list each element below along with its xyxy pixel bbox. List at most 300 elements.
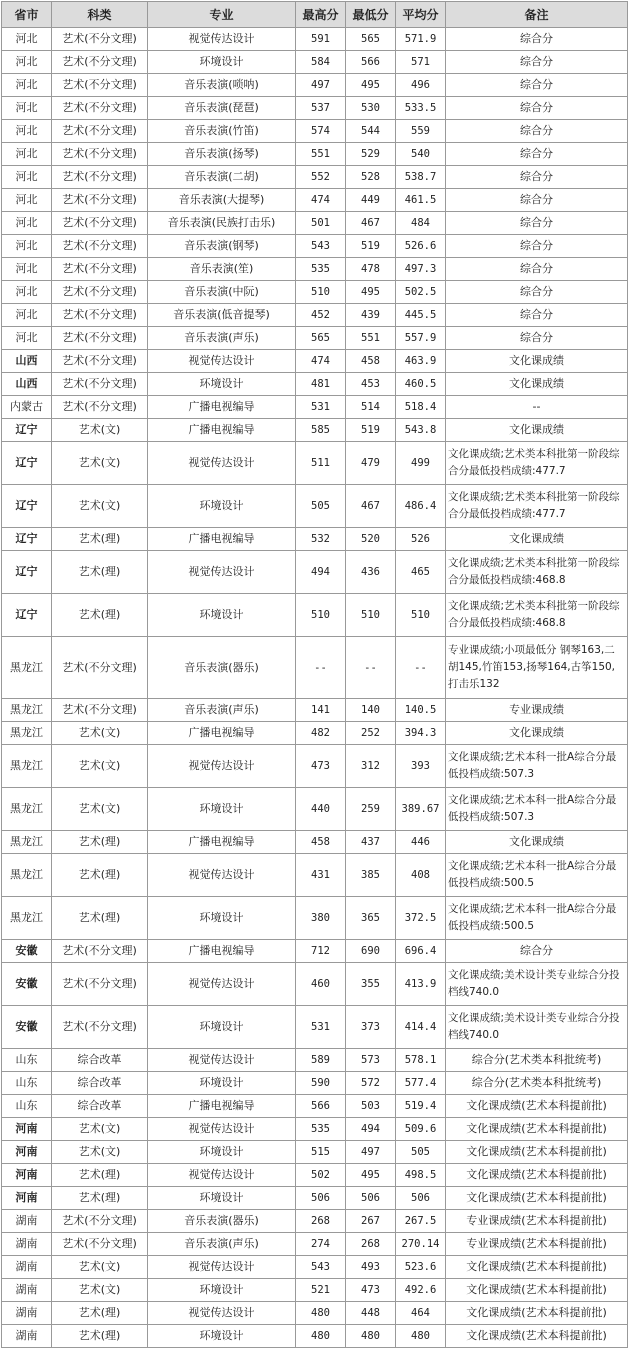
table-row [2, 1072, 628, 1095]
cell-max: 535 [296, 258, 346, 281]
cell-major: 音乐表演(中阮) [148, 281, 296, 304]
cell-max: 511 [296, 442, 346, 485]
table-row [2, 442, 628, 485]
cell-major: 广播电视编导 [148, 419, 296, 442]
cell-major: 视觉传达设计 [148, 442, 296, 485]
cell-note: 综合分 [446, 940, 628, 963]
cell-note: 专业课成绩(艺术本科提前批) [446, 1233, 628, 1256]
table-row [2, 51, 628, 74]
cell-avg: 533.5 [396, 97, 446, 120]
cell-avg: 543.8 [396, 419, 446, 442]
cell-avg: 557.9 [396, 327, 446, 350]
table-row [2, 28, 628, 51]
table-row [2, 212, 628, 235]
cell-province: 湖南 [2, 1210, 52, 1233]
cell-province: 黑龙江 [2, 699, 52, 722]
cell-max: 460 [296, 963, 346, 1006]
table-header-row [2, 2, 628, 28]
cell-avg: 480 [396, 1325, 446, 1348]
cell-major: 音乐表演(低音提琴) [148, 304, 296, 327]
cell-category: 艺术(理) [52, 594, 148, 637]
cell-avg: 540 [396, 143, 446, 166]
cell-major: 环境设计 [148, 1006, 296, 1049]
cell-note: 文化课成绩(艺术本科提前批) [446, 1325, 628, 1348]
cell-note: 文化课成绩 [446, 419, 628, 442]
cell-min: 268 [346, 1233, 396, 1256]
cell-province: 河南 [2, 1164, 52, 1187]
cell-max: 585 [296, 419, 346, 442]
cell-category: 艺术(文) [52, 1141, 148, 1164]
cell-max: 589 [296, 1049, 346, 1072]
cell-min: 478 [346, 258, 396, 281]
cell-province: 河南 [2, 1187, 52, 1210]
cell-max: 566 [296, 1095, 346, 1118]
cell-category: 艺术(不分文理) [52, 281, 148, 304]
cell-avg: 414.4 [396, 1006, 446, 1049]
cell-category: 艺术(不分文理) [52, 166, 148, 189]
cell-max: 274 [296, 1233, 346, 1256]
cell-category: 艺术(不分文理) [52, 74, 148, 97]
cell-max: 574 [296, 120, 346, 143]
cell-note: -- [446, 396, 628, 419]
cell-category: 艺术(不分文理) [52, 963, 148, 1006]
cell-major: 音乐表演(器乐) [148, 637, 296, 699]
cell-max: 531 [296, 1006, 346, 1049]
cell-category: 艺术(不分文理) [52, 189, 148, 212]
cell-min: 690 [346, 940, 396, 963]
cell-major: 音乐表演(钢琴) [148, 235, 296, 258]
cell-avg: 523.6 [396, 1256, 446, 1279]
cell-note: 文化课成绩;艺术本科一批A综合分最低投档成绩:507.3 [446, 745, 628, 788]
table-row [2, 396, 628, 419]
cell-province: 河北 [2, 97, 52, 120]
cell-max: 141 [296, 699, 346, 722]
cell-category: 艺术(文) [52, 1256, 148, 1279]
cell-province: 安徽 [2, 963, 52, 1006]
table-row [2, 963, 628, 1006]
table-row [2, 189, 628, 212]
cell-major: 广播电视编导 [148, 528, 296, 551]
cell-note: 文化课成绩 [446, 831, 628, 854]
cell-note: 综合分(艺术类本科批统考) [446, 1072, 628, 1095]
cell-major: 广播电视编导 [148, 831, 296, 854]
cell-province: 湖南 [2, 1233, 52, 1256]
cell-note: 文化课成绩 [446, 350, 628, 373]
cell-avg: 492.6 [396, 1279, 446, 1302]
header-category: 科类 [52, 2, 148, 28]
table-row [2, 722, 628, 745]
cell-province: 山东 [2, 1072, 52, 1095]
cell-province: 湖南 [2, 1279, 52, 1302]
cell-category: 艺术(不分文理) [52, 97, 148, 120]
cell-note: 文化课成绩;艺术类本科批第一阶段综合分最低投档成绩:468.8 [446, 551, 628, 594]
cell-avg: 464 [396, 1302, 446, 1325]
cell-major: 广播电视编导 [148, 722, 296, 745]
cell-note: 文化课成绩(艺术本科提前批) [446, 1256, 628, 1279]
cell-avg: 270.14 [396, 1233, 446, 1256]
cell-avg: 484 [396, 212, 446, 235]
cell-avg: 140.5 [396, 699, 446, 722]
cell-avg: 498.5 [396, 1164, 446, 1187]
cell-note: 综合分 [446, 166, 628, 189]
cell-category: 艺术(文) [52, 1118, 148, 1141]
table-row [2, 1210, 628, 1233]
cell-province: 河北 [2, 235, 52, 258]
cell-avg: 408 [396, 854, 446, 897]
table-row [2, 304, 628, 327]
score-table [1, 1, 628, 1348]
cell-province: 辽宁 [2, 485, 52, 528]
cell-province: 湖南 [2, 1302, 52, 1325]
table-row [2, 1049, 628, 1072]
cell-note: 文化课成绩;艺术本科一批A综合分最低投档成绩:500.5 [446, 854, 628, 897]
cell-province: 黑龙江 [2, 722, 52, 745]
cell-max: 268 [296, 1210, 346, 1233]
cell-province: 河南 [2, 1118, 52, 1141]
cell-category: 艺术(理) [52, 854, 148, 897]
cell-province: 安徽 [2, 1006, 52, 1049]
header-major: 专业 [148, 2, 296, 28]
cell-avg: 267.5 [396, 1210, 446, 1233]
table-row [2, 258, 628, 281]
cell-min: 467 [346, 212, 396, 235]
cell-category: 艺术(不分文理) [52, 1210, 148, 1233]
cell-major: 音乐表演(大提琴) [148, 189, 296, 212]
table-row [2, 1118, 628, 1141]
table-row [2, 120, 628, 143]
cell-note: 综合分 [446, 212, 628, 235]
cell-min: 473 [346, 1279, 396, 1302]
cell-note: 文化课成绩 [446, 373, 628, 396]
cell-note: 文化课成绩;美术设计类专业综合分投档线740.0 [446, 963, 628, 1006]
cell-min: 480 [346, 1325, 396, 1348]
cell-max: 510 [296, 281, 346, 304]
cell-avg: 496 [396, 74, 446, 97]
cell-max: 505 [296, 485, 346, 528]
cell-category: 综合改革 [52, 1095, 148, 1118]
cell-category: 综合改革 [52, 1049, 148, 1072]
cell-avg: 526.6 [396, 235, 446, 258]
cell-avg: 460.5 [396, 373, 446, 396]
cell-note: 文化课成绩;艺术类本科批第一阶段综合分最低投档成绩:477.7 [446, 485, 628, 528]
cell-min: 497 [346, 1141, 396, 1164]
cell-note: 综合分 [446, 97, 628, 120]
cell-max: 458 [296, 831, 346, 854]
cell-major: 音乐表演(声乐) [148, 327, 296, 350]
cell-max: 712 [296, 940, 346, 963]
cell-category: 艺术(不分文理) [52, 327, 148, 350]
header-province: 省市 [2, 2, 52, 28]
cell-max: 502 [296, 1164, 346, 1187]
table-row [2, 1095, 628, 1118]
cell-avg: 571.9 [396, 28, 446, 51]
cell-category: 艺术(不分文理) [52, 212, 148, 235]
cell-category: 艺术(不分文理) [52, 350, 148, 373]
cell-max: 565 [296, 327, 346, 350]
cell-max: 481 [296, 373, 346, 396]
cell-max: 531 [296, 396, 346, 419]
cell-province: 黑龙江 [2, 788, 52, 831]
cell-max: 474 [296, 189, 346, 212]
cell-max: 494 [296, 551, 346, 594]
cell-min: 572 [346, 1072, 396, 1095]
cell-province: 黑龙江 [2, 745, 52, 788]
cell-category: 艺术(理) [52, 1164, 148, 1187]
cell-avg: 446 [396, 831, 446, 854]
table-row [2, 1256, 628, 1279]
cell-province: 河北 [2, 51, 52, 74]
cell-max: 482 [296, 722, 346, 745]
cell-category: 艺术(文) [52, 419, 148, 442]
cell-province: 黑龙江 [2, 854, 52, 897]
cell-category: 艺术(不分文理) [52, 143, 148, 166]
cell-max: 440 [296, 788, 346, 831]
cell-max: 480 [296, 1302, 346, 1325]
cell-max: 501 [296, 212, 346, 235]
cell-min: 439 [346, 304, 396, 327]
cell-max: 591 [296, 28, 346, 51]
cell-note: 综合分 [446, 304, 628, 327]
cell-category: 艺术(理) [52, 897, 148, 940]
table-row [2, 831, 628, 854]
cell-avg: 518.4 [396, 396, 446, 419]
cell-province: 河北 [2, 304, 52, 327]
header-min: 最低分 [346, 2, 396, 28]
cell-major: 环境设计 [148, 1187, 296, 1210]
table-row [2, 485, 628, 528]
cell-max: 473 [296, 745, 346, 788]
cell-min: 467 [346, 485, 396, 528]
cell-province: 河北 [2, 258, 52, 281]
cell-min: 544 [346, 120, 396, 143]
cell-category: 艺术(不分文理) [52, 120, 148, 143]
cell-note: 综合分 [446, 74, 628, 97]
cell-min: 259 [346, 788, 396, 831]
table-row [2, 166, 628, 189]
cell-min: 355 [346, 963, 396, 1006]
table-row [2, 1141, 628, 1164]
cell-max: 480 [296, 1325, 346, 1348]
cell-category: 艺术(文) [52, 722, 148, 745]
cell-min: 566 [346, 51, 396, 74]
cell-note: 文化课成绩;艺术本科一批A综合分最低投档成绩:507.3 [446, 788, 628, 831]
cell-min: 494 [346, 1118, 396, 1141]
cell-note: 文化课成绩(艺术本科提前批) [446, 1141, 628, 1164]
cell-min: 267 [346, 1210, 396, 1233]
cell-major: 环境设计 [148, 594, 296, 637]
cell-avg: 538.7 [396, 166, 446, 189]
cell-min: 436 [346, 551, 396, 594]
cell-note: 文化课成绩(艺术本科提前批) [446, 1187, 628, 1210]
cell-major: 环境设计 [148, 1325, 296, 1348]
cell-min: 529 [346, 143, 396, 166]
table-row [2, 637, 628, 699]
cell-category: 艺术(理) [52, 831, 148, 854]
cell-province: 河北 [2, 74, 52, 97]
cell-major: 音乐表演(竹笛) [148, 120, 296, 143]
cell-major: 视觉传达设计 [148, 1256, 296, 1279]
table-row [2, 373, 628, 396]
cell-province: 河北 [2, 143, 52, 166]
table-row [2, 1164, 628, 1187]
cell-province: 河北 [2, 166, 52, 189]
cell-major: 音乐表演(器乐) [148, 1210, 296, 1233]
cell-note: 文化课成绩;艺术类本科批第一阶段综合分最低投档成绩:477.7 [446, 442, 628, 485]
cell-min: 506 [346, 1187, 396, 1210]
cell-category: 艺术(理) [52, 1325, 148, 1348]
cell-avg: 526 [396, 528, 446, 551]
cell-province: 河南 [2, 1141, 52, 1164]
cell-major: 音乐表演(唢呐) [148, 74, 296, 97]
cell-min: 140 [346, 699, 396, 722]
cell-max: 506 [296, 1187, 346, 1210]
cell-province: 黑龙江 [2, 831, 52, 854]
cell-note: 文化课成绩(艺术本科提前批) [446, 1302, 628, 1325]
cell-min: 495 [346, 74, 396, 97]
cell-min: 252 [346, 722, 396, 745]
cell-province: 安徽 [2, 940, 52, 963]
cell-max: 552 [296, 166, 346, 189]
cell-province: 河北 [2, 327, 52, 350]
cell-major: 环境设计 [148, 1279, 296, 1302]
cell-avg: 413.9 [396, 963, 446, 1006]
cell-major: 视觉传达设计 [148, 1302, 296, 1325]
cell-min: 514 [346, 396, 396, 419]
cell-max: 543 [296, 1256, 346, 1279]
cell-max: 380 [296, 897, 346, 940]
cell-avg: 445.5 [396, 304, 446, 327]
cell-category: 艺术(不分文理) [52, 51, 148, 74]
cell-major: 环境设计 [148, 373, 296, 396]
cell-min: 493 [346, 1256, 396, 1279]
cell-max: 590 [296, 1072, 346, 1095]
cell-major: 环境设计 [148, 897, 296, 940]
cell-max: -- [296, 637, 346, 699]
cell-avg: 499 [396, 442, 446, 485]
cell-avg: 461.5 [396, 189, 446, 212]
cell-major: 音乐表演(民族打击乐) [148, 212, 296, 235]
table-row [2, 419, 628, 442]
cell-category: 艺术(不分文理) [52, 235, 148, 258]
cell-note: 文化课成绩;美术设计类专业综合分投档线740.0 [446, 1006, 628, 1049]
cell-max: 515 [296, 1141, 346, 1164]
cell-province: 河北 [2, 28, 52, 51]
cell-avg: 463.9 [396, 350, 446, 373]
cell-category: 艺术(不分文理) [52, 1233, 148, 1256]
cell-avg: 394.3 [396, 722, 446, 745]
cell-avg: 571 [396, 51, 446, 74]
table-row [2, 897, 628, 940]
cell-note: 综合分 [446, 235, 628, 258]
cell-min: 530 [346, 97, 396, 120]
cell-major: 环境设计 [148, 51, 296, 74]
cell-category: 艺术(不分文理) [52, 1006, 148, 1049]
cell-min: 528 [346, 166, 396, 189]
cell-min: 479 [346, 442, 396, 485]
cell-max: 431 [296, 854, 346, 897]
table-row [2, 1006, 628, 1049]
cell-province: 山西 [2, 350, 52, 373]
cell-min: 365 [346, 897, 396, 940]
cell-province: 辽宁 [2, 594, 52, 637]
table-row [2, 1233, 628, 1256]
cell-max: 521 [296, 1279, 346, 1302]
cell-category: 艺术(不分文理) [52, 373, 148, 396]
cell-province: 山东 [2, 1049, 52, 1072]
table-row [2, 745, 628, 788]
cell-note: 综合分 [446, 189, 628, 212]
table-row [2, 940, 628, 963]
cell-avg: 393 [396, 745, 446, 788]
cell-note: 文化课成绩(艺术本科提前批) [446, 1279, 628, 1302]
cell-note: 综合分 [446, 143, 628, 166]
cell-category: 艺术(不分文理) [52, 699, 148, 722]
header-max: 最高分 [296, 2, 346, 28]
cell-max: 535 [296, 1118, 346, 1141]
cell-max: 474 [296, 350, 346, 373]
cell-note: 综合分(艺术类本科批统考) [446, 1049, 628, 1072]
cell-major: 视觉传达设计 [148, 28, 296, 51]
cell-major: 音乐表演(琵琶) [148, 97, 296, 120]
cell-avg: 372.5 [396, 897, 446, 940]
cell-category: 综合改革 [52, 1072, 148, 1095]
cell-note: 专业课成绩(艺术本科提前批) [446, 1210, 628, 1233]
cell-min: 449 [346, 189, 396, 212]
cell-note: 综合分 [446, 281, 628, 304]
cell-min: 448 [346, 1302, 396, 1325]
cell-avg: 506 [396, 1187, 446, 1210]
cell-province: 河北 [2, 120, 52, 143]
cell-note: 综合分 [446, 258, 628, 281]
cell-min: 519 [346, 419, 396, 442]
table-row [2, 1325, 628, 1348]
cell-major: 广播电视编导 [148, 1095, 296, 1118]
cell-province: 河北 [2, 281, 52, 304]
cell-note: 综合分 [446, 51, 628, 74]
cell-major: 视觉传达设计 [148, 1118, 296, 1141]
cell-note: 文化课成绩;艺术类本科批第一阶段综合分最低投档成绩:468.8 [446, 594, 628, 637]
table-row [2, 74, 628, 97]
table-row [2, 1187, 628, 1210]
cell-avg: 510 [396, 594, 446, 637]
cell-max: 532 [296, 528, 346, 551]
table-row [2, 788, 628, 831]
cell-min: 551 [346, 327, 396, 350]
cell-category: 艺术(理) [52, 551, 148, 594]
cell-category: 艺术(文) [52, 1279, 148, 1302]
cell-category: 艺术(不分文理) [52, 396, 148, 419]
cell-max: 452 [296, 304, 346, 327]
table-row [2, 854, 628, 897]
table-row [2, 327, 628, 350]
cell-province: 黑龙江 [2, 637, 52, 699]
cell-avg: -- [396, 637, 446, 699]
cell-max: 537 [296, 97, 346, 120]
cell-note: 综合分 [446, 120, 628, 143]
cell-avg: 497.3 [396, 258, 446, 281]
cell-major: 环境设计 [148, 1141, 296, 1164]
cell-major: 音乐表演(声乐) [148, 699, 296, 722]
cell-major: 视觉传达设计 [148, 350, 296, 373]
cell-category: 艺术(文) [52, 745, 148, 788]
cell-province: 山西 [2, 373, 52, 396]
cell-note: 专业课成绩 [446, 699, 628, 722]
header-avg: 平均分 [396, 2, 446, 28]
cell-min: 495 [346, 281, 396, 304]
cell-major: 广播电视编导 [148, 396, 296, 419]
table-row [2, 235, 628, 258]
cell-min: 510 [346, 594, 396, 637]
